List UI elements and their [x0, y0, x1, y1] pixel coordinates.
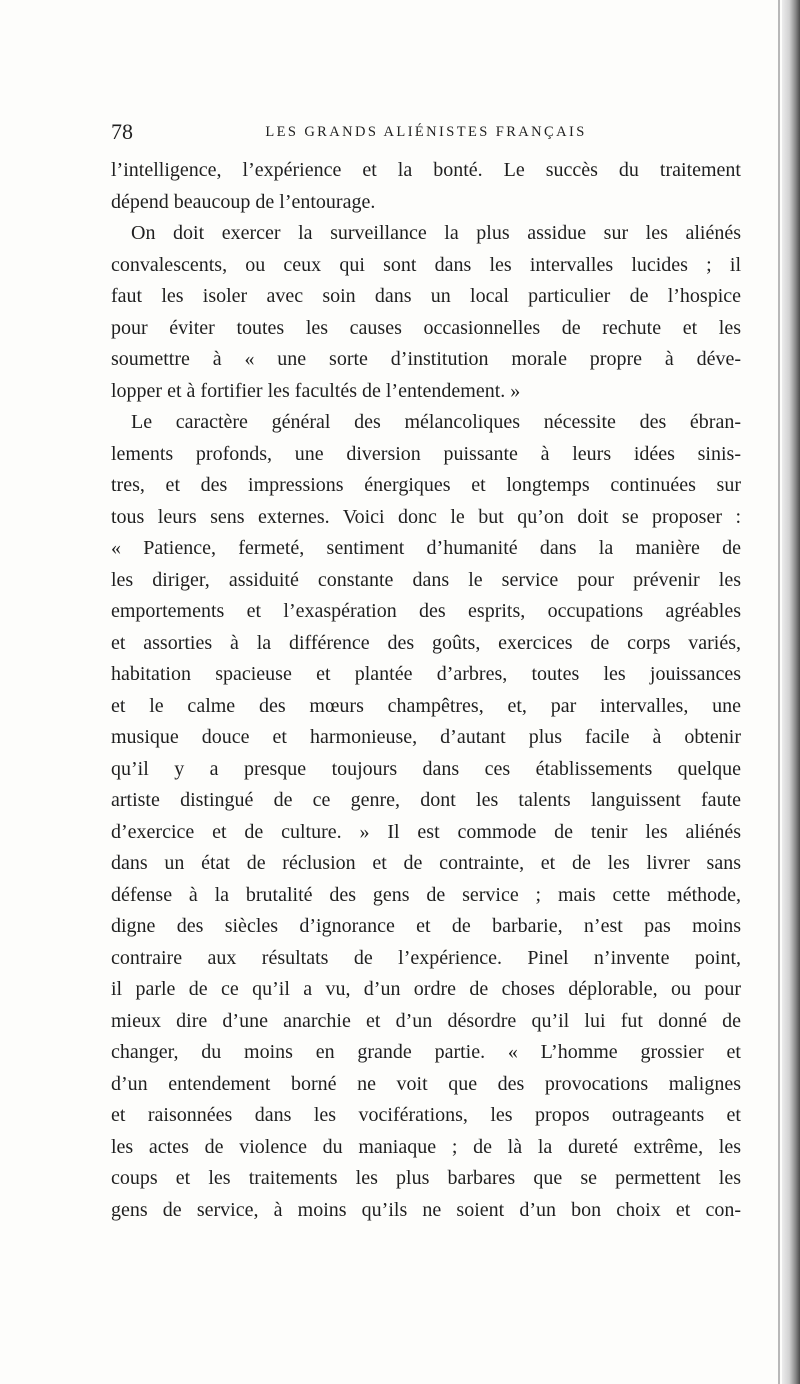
text-line: les actes de violence du maniaque ; de là la dureté extrême, les [111, 1135, 741, 1158]
text-line: habitation spacieuse et plantée d’arbres, toutes les jouissances [111, 663, 741, 685]
text-line: tous leurs sens externes. Voici donc le but qu’on doit se proposer : [111, 505, 741, 528]
text-line: qu’il y a presque toujours dans ces établissements quelque [111, 757, 741, 780]
text-line: et raisonnées dans les vociférations, les propos outrageants et [111, 1104, 741, 1126]
text-line: d’exercice et de culture. » Il est commode de tenir les aliénés [111, 820, 741, 843]
text-line: pour éviter toutes les causes occasionnelles de rechute et les [111, 316, 741, 339]
text-line: lopper et à fortifier les facultés de l’entendement. » [111, 379, 521, 402]
text-line: d’un entendement borné ne voit que des provocations malignes [111, 1072, 741, 1095]
text-line: emportements et l’exaspération des esprits, occupations agréables [111, 600, 741, 622]
body-text [111, 155, 741, 1226]
text-line: les diriger, assiduité constante dans le service pour prévenir les [111, 568, 741, 591]
text-line: défense à la brutalité des gens de service ; mais cette méthode, [111, 883, 741, 906]
text-line: artiste distingué de ce genre, dont les talents languissent faute [111, 789, 741, 811]
text-line: et le calme des mœurs champêtres, et, par intervalles, une [111, 694, 741, 717]
text-line: faut les isoler avec soin dans un local particulier de l’hospice [111, 285, 741, 307]
text-line: dépend beaucoup de l’entourage. [111, 190, 376, 213]
text-line: Le caractère général des mélancoliques nécessite des ébran- [131, 411, 741, 433]
text-line: soumettre à « une sorte d’institution morale propre à déve- [111, 348, 741, 370]
page-number: 78 [111, 119, 133, 144]
text-line: contraire aux résultats de l’expérience. Pinel n’invente point, [111, 946, 741, 969]
text-line: gens de service, à moins qu’ils ne soient d’un bon choix et con- [111, 1198, 741, 1221]
text-line: musique douce et harmonieuse, d’autant plus facile à obtenir [111, 726, 741, 748]
text-line: On doit exercer la surveillance la plus assidue sur les aliénés [131, 222, 741, 244]
text-line: l’intelligence, l’expérience et la bonté. Le succès du traitement [111, 159, 741, 181]
page-header [111, 116, 741, 148]
text-line: coups et les traitements les plus barbares que se permettent les [111, 1167, 741, 1189]
text-line: convalescents, ou ceux qui sont dans les intervalles lucides ; il [111, 253, 741, 276]
page-edge-shadow [782, 0, 800, 1384]
text-line: « Patience, fermeté, sentiment d’humanité dans la manière de [111, 537, 741, 559]
text-line: tres, et des impressions énergiques et longtemps continuées sur [111, 474, 741, 496]
text-line: il parle de ce qu’il a vu, d’un ordre de choses déplorable, ou pour [111, 978, 741, 1000]
text-line: et assorties à la différence des goûts, exercices de corps variés, [111, 631, 741, 654]
page-edge-line [778, 0, 780, 1384]
text-line: dans un état de réclusion et de contrainte, et de les livrer sans [111, 852, 741, 874]
running-head: LES GRANDS ALIÉNISTES FRANÇAIS [265, 124, 587, 140]
text-line: lements profonds, une diversion puissante à leurs idées sinis- [111, 442, 741, 465]
text-line: digne des siècles d’ignorance et de barbarie, n’est pas moins [111, 915, 741, 937]
text-line: mieux dire d’une anarchie et d’un désordre qu’il lui fut donné de [111, 1009, 741, 1032]
text-line: changer, du moins en grande partie. « L’homme grossier et [111, 1041, 741, 1063]
